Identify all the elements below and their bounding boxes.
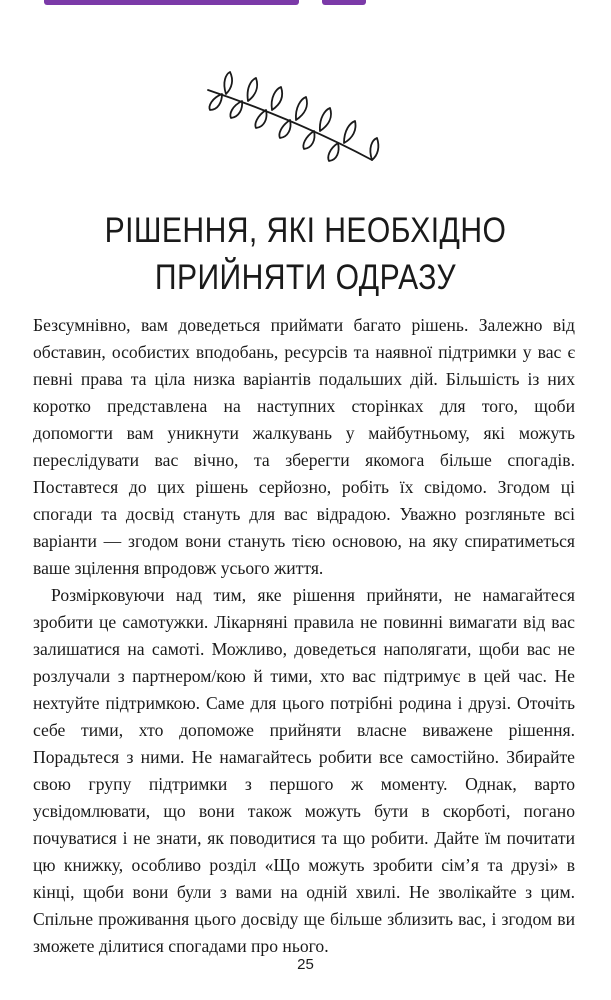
top-accent-bar-right: [322, 0, 366, 5]
page-number: 25: [297, 956, 314, 973]
paragraph-2: Розмірковуючи над тим, яке рішення прийняти, не намагайтеся зробити це самотужки. Лікарняні правила не повинні вимагати від вас залишатися на самоті. Можливо, доведеться наполягати, щоби вас не розлучали з партнером/кою й тими, хто вас підтримує в цей час. Не нехтуйте підтримкою. Саме для цього потрібні родина і друзі. Оточіть себе тими, хто допоможе прийняти власне виважене рішення. Порадьтеся з ними. Не намагайтесь робити все самостійно. Збирайте свою групу підтримки з першого ж моменту. Однак, варто усвідомлювати, що вони також можуть бути в скорботі, погано почуватися і не знати, як поводитися та що робити. Дайте їм почитати цю книжку, особливо розділ «Що можуть зробити сім’я та друзі» в кінці, щоби вони були з вами на одній хвилі. Не зволікайте з цим. Спільне проживання цього досвіду ще більше зблизить вас, і згодом ви зможете ділитися спогадами про нього.: [33, 585, 575, 956]
top-accent-bar-left: [44, 0, 299, 5]
paragraph-1: Безсумнівно, вам доведеться приймати багато рішень. Залежно від обставин, особистих вподобань, ресурсів та наявної підтримки у вас є певні права та ціла низка варіантів подальших дій. Більшість із них коротко представлена на наступних сторінках для того, щоби допомогти вам уникнути жалкувань у майбутньому, які можуть переслідувати вас вічно, та зберегти якомога більше спогадів. Поставтеся до цих рішень серйозно, робіть їх свідомо. Згодом ці спогади та досвід стануть для вас відрадою. Уважно розгляньте всі варіанти — згодом вони стануть тією основою, на яку спиратиметься ваше зцілення впродовж усього життя.: [33, 315, 575, 578]
laurel-branch-icon: [196, 68, 386, 173]
chapter-title-line-2: ПРИЙНЯТИ ОДРАЗУ: [154, 258, 457, 298]
chapter-title-line-1: РІШЕННЯ, ЯКІ НЕОБХІДНО: [104, 211, 507, 251]
chapter-title: [43, 207, 568, 301]
body-text: [33, 312, 575, 960]
